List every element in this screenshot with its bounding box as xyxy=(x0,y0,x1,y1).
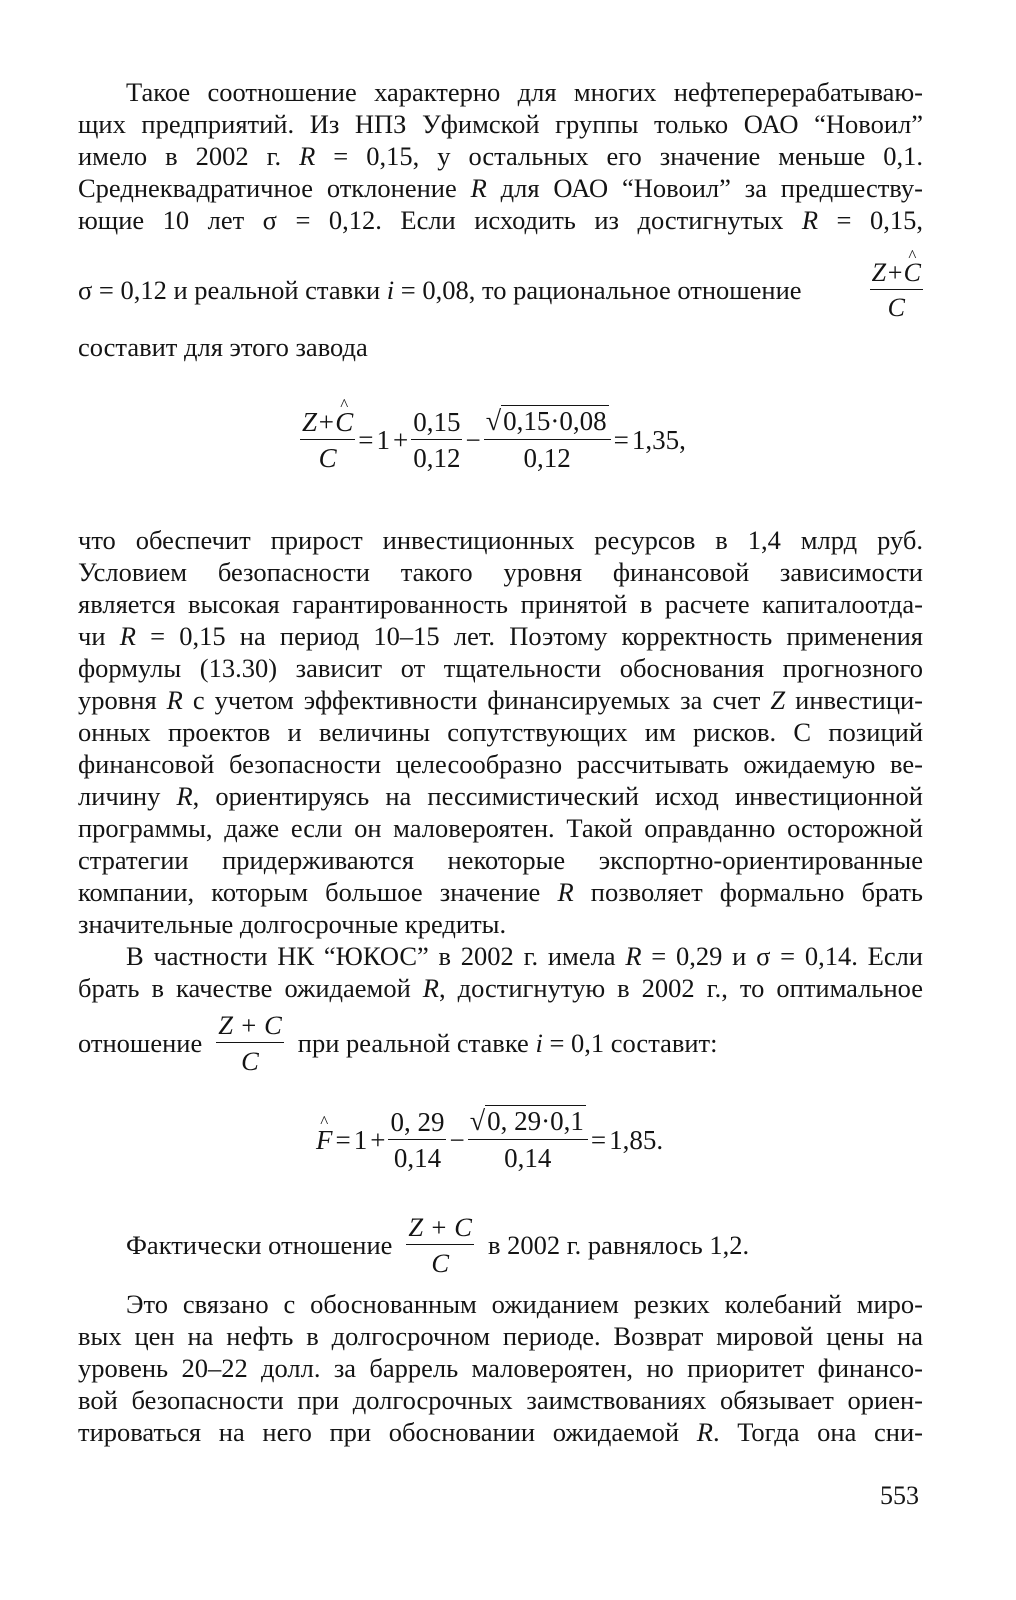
square-root xyxy=(486,408,609,436)
formula-fraction xyxy=(388,1106,446,1173)
text-line: формулы (13.30) зависит от тщательности обоснования прогнозного xyxy=(78,653,923,683)
formula-1 xyxy=(300,408,686,472)
page-number: 553 xyxy=(880,1481,919,1510)
fraction-denominator: 0,14 xyxy=(504,1143,552,1173)
math-variable: R xyxy=(696,1417,713,1447)
sigma-line-text: σ = 0,12 и реальной ставки i = 0,08, то рациональное отношение xyxy=(78,275,802,305)
math-variable: R xyxy=(801,205,819,235)
text-line: стратегии придерживаются некоторые экспортно-ориентированные xyxy=(78,845,923,875)
text-line: вой безопасности при долгосрочных заимствованиях обязывает ориен- xyxy=(78,1385,923,1415)
math-variable: R xyxy=(625,941,642,971)
otnoshenie-suffix: при реальной ставке i = 0,1 составит: xyxy=(297,1027,718,1058)
sigma-line xyxy=(78,260,923,321)
text-line: имело в 2002 г. R = 0,15, у остальных его значение меньше 0,1. xyxy=(78,141,923,171)
text-line: значительные долгосрочные кредиты. xyxy=(78,909,507,939)
equals-sign: = xyxy=(358,424,374,455)
text-line: программы, даже если он маловероятен. Такой оправданно осторожной xyxy=(78,813,923,843)
sostavit-line xyxy=(78,331,923,363)
text-line: тироваться на него при обосновании ожидаемой R. Тогда она сни- xyxy=(78,1417,923,1447)
fraction-denominator: C xyxy=(431,1247,449,1278)
inline-fraction xyxy=(406,1214,474,1276)
fraction-numerator xyxy=(300,406,355,440)
fakticheski-suffix: в 2002 г. равнялось 1,2. xyxy=(487,1229,750,1260)
math-variable: R xyxy=(166,685,183,715)
inline-fraction xyxy=(216,1012,284,1074)
math-variable: i xyxy=(535,1027,543,1058)
text-line: ющие 10 лет σ = 0,12. Если исходить из достигнутых R = 0,15, xyxy=(78,205,923,235)
fraction-denominator: C xyxy=(241,1045,259,1076)
paragraph-3 xyxy=(78,940,923,1004)
inline-fraction xyxy=(870,260,923,321)
fraction-denominator: 0,12 xyxy=(413,442,461,473)
formula-result: 1,35, xyxy=(631,424,686,455)
fraction-numerator: 0, 29 xyxy=(388,1109,446,1140)
text-line: вых цен на нефть в долгосрочном периоде. Возврат мировой цены на xyxy=(78,1321,923,1351)
radical-icon: √ xyxy=(469,1106,486,1137)
hat-accent: ^ C xyxy=(335,409,353,436)
radicand: 0,15·0,08 xyxy=(503,406,607,436)
math-variable: R xyxy=(470,173,487,203)
math-variable: Z xyxy=(770,685,786,715)
fraction-denominator: C xyxy=(887,293,905,322)
math-variable: i xyxy=(386,275,395,305)
paragraph-1 xyxy=(78,76,923,236)
text-line: компании, которым большое значение R позволяет формально брать xyxy=(78,877,923,907)
fakticheski-prefix: Фактически отношение xyxy=(126,1229,393,1260)
formula-2 xyxy=(316,1108,663,1172)
hat-accent: ^ C xyxy=(904,260,921,286)
formula-lhs-fraction xyxy=(300,406,355,473)
text-line: Среднеквадратичное отклонение R для ОАО “Новоил” за предшеству- xyxy=(78,173,923,203)
fraction-numerator xyxy=(468,1108,588,1140)
text-line: Условием безопасности такого уровня финансовой зависимости xyxy=(78,557,923,587)
radical-icon: √ xyxy=(485,406,502,437)
fraction-denominator: C xyxy=(318,442,337,473)
otnoshenie-line xyxy=(78,1012,718,1074)
math-variable: R xyxy=(119,621,136,651)
plus-sign: + xyxy=(370,1124,386,1155)
fraction-numerator: 0,15 xyxy=(411,409,462,440)
plus-sign: + xyxy=(393,424,409,455)
equals-sign: = xyxy=(335,1124,351,1155)
text-line: является высокая гарантированность принятой в расчете капиталоотда- xyxy=(78,589,923,619)
fraction-denominator: 0,14 xyxy=(393,1142,442,1173)
math-variable: R xyxy=(299,141,316,171)
text-line: чи R = 0,15 на период 10–15 лет. Поэтому корректность применения xyxy=(78,621,923,651)
text-line: Такое соотношение характерно для многих нефтеперерабатываю- xyxy=(126,77,923,107)
text-line: Это связано с обоснованным ожиданием резких колебаний миро- xyxy=(126,1289,923,1319)
math-variable: R xyxy=(557,877,574,907)
square-root xyxy=(470,1108,586,1136)
formula-lhs-numerator: Z+^ C xyxy=(302,407,353,437)
formula-term-one: 1 xyxy=(353,1124,368,1155)
minus-sign: − xyxy=(465,424,481,455)
text-line: личину R, ориентируясь на пессимистический исход инвестиционной xyxy=(78,781,923,811)
fraction-numerator: Z + C xyxy=(216,1012,284,1043)
fakticheski-line xyxy=(126,1214,749,1276)
text-line: щих предприятий. Из НПЗ Уфимской группы только ОАО “Новоил” xyxy=(78,109,923,139)
paragraph-4 xyxy=(78,1288,923,1448)
text-line: уровня R с учетом эффективности финансируемых за счет Z инвестици- xyxy=(78,685,923,715)
minus-sign: − xyxy=(449,1124,465,1155)
text-line: уровень 20–22 долл. за баррель маловероятен, но приоритет финансо- xyxy=(78,1353,923,1383)
fraction-denominator: 0,12 xyxy=(523,443,571,473)
formula-sqrt-fraction xyxy=(468,1108,588,1172)
radicand: 0, 29·0,1 xyxy=(487,1106,584,1136)
fraction-numerator: Z + C xyxy=(406,1214,474,1245)
formula-term-one: 1 xyxy=(376,424,390,455)
otnoshenie-prefix: отношение xyxy=(78,1027,203,1058)
text-line: составит для этого завода xyxy=(78,332,368,362)
text-line: брать в качестве ожидаемой R, достигнутую в 2002 г., то оптимальное xyxy=(78,973,923,1003)
equals-sign: = xyxy=(590,1124,607,1155)
text-line: что обеспечит прирост инвестиционных ресурсов в 1,4 млрд руб. xyxy=(78,525,923,555)
text-line: финансовой безопасности целесообразно рассчитывать ожидаемую ве- xyxy=(78,749,923,779)
fraction-numerator xyxy=(484,408,611,440)
paragraph-2 xyxy=(78,524,923,940)
formula-sqrt-fraction xyxy=(484,408,611,472)
formula-lhs-hat: ^ F xyxy=(316,1125,333,1156)
fraction-numerator: Z+^ C xyxy=(870,260,923,290)
text-line: онных проектов и величины сопутствующих им рисков. С позиций xyxy=(78,717,923,747)
text-line: В частности НК “ЮКОС” в 2002 г. имела R = 0,29 и σ = 0,14. Если xyxy=(126,941,923,971)
formula-lhs xyxy=(316,1125,333,1156)
formula-fraction xyxy=(411,406,462,473)
math-variable: R xyxy=(422,973,439,1003)
math-variable: R xyxy=(176,781,193,811)
equals-sign: = xyxy=(613,424,629,455)
formula-result: 1,85. xyxy=(609,1124,664,1155)
